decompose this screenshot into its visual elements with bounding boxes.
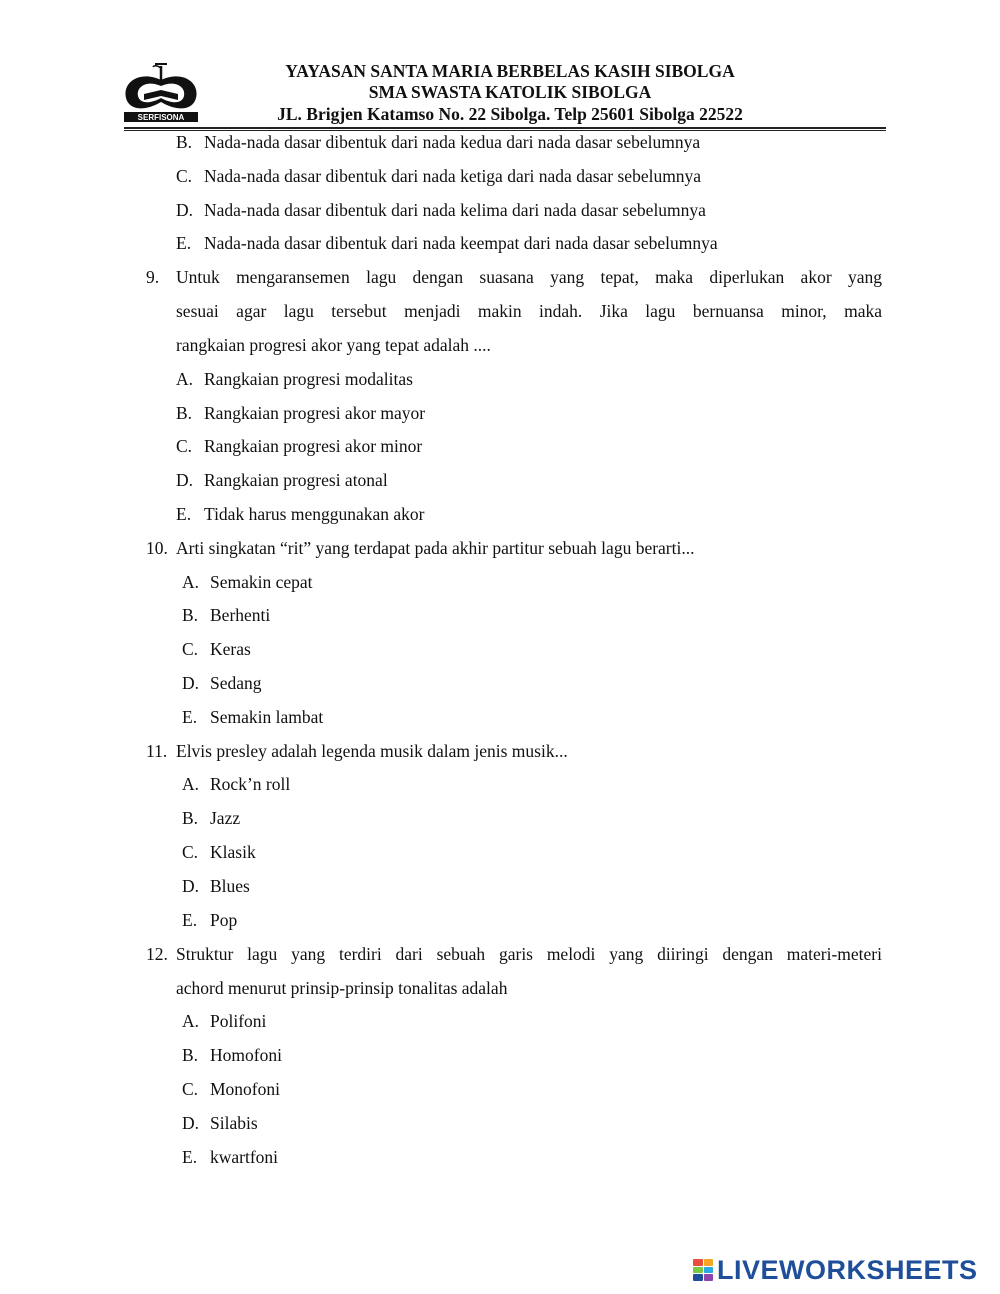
q11-option-d[interactable]: D. Blues (182, 876, 250, 896)
q9-text-line-3: rangkaian progresi akor yang tepat adalah .... (176, 335, 491, 355)
liveworksheets-logo-icon (693, 1259, 713, 1281)
q9-option-d[interactable]: D. Rangkaian progresi atonal (176, 470, 388, 490)
q12-option-b[interactable]: B. Homofoni (182, 1045, 282, 1065)
q11-option-e[interactable]: E. Pop (182, 910, 238, 930)
q12-option-e[interactable]: E. kwartfoni (182, 1147, 279, 1167)
q11-option-b[interactable]: B. Jazz (182, 808, 241, 828)
q10-option-e[interactable]: E. Semakin lambat (182, 707, 324, 727)
q9-number: 9. (146, 267, 160, 287)
q10-option-b[interactable]: B. Berhenti (182, 605, 271, 625)
q9-option-b[interactable]: B. Rangkaian progresi akor mayor (176, 403, 426, 423)
school-logo (120, 58, 202, 124)
q10-option-c[interactable]: C. Keras (182, 639, 251, 659)
q10-option-d[interactable]: D. Sedang (182, 673, 262, 693)
q11-option-a[interactable]: A. Rock’n roll (182, 774, 291, 794)
foundation-name: YAYASAN SANTA MARIA BERBELAS KASIH SIBOLGA (285, 61, 735, 81)
q10-number: 10. (146, 538, 168, 558)
q9-text-line-1: Untuk mengaransemen lagu dengan suasana yang tepat, maka diperlukan akor yang (176, 267, 882, 287)
q11-text: Elvis presley adalah legenda musik dalam jenis musik... (176, 741, 568, 761)
q12-option-d[interactable]: D. Silabis (182, 1113, 258, 1133)
q11-option-c[interactable]: C. Klasik (182, 842, 256, 862)
q12-text-line-1: Struktur lagu yang terdiri dari sebuah garis melodi yang diiringi dengan materi-meteri (176, 944, 882, 964)
q12-number: 12. (146, 944, 168, 964)
school-name: SMA SWASTA KATOLIK SIBOLGA (368, 82, 652, 102)
header-rule-thick (124, 127, 886, 129)
school-address: JL. Brigjen Katamso No. 22 Sibolga. Telp 25601 Sibolga 22522 (277, 104, 743, 124)
q8-option-c[interactable]: C. Nada-nada dasar dibentuk dari nada ketiga dari nada dasar sebelumnya (176, 166, 702, 186)
q12-text-line-2: achord menurut prinsip-prinsip tonalitas adalah (176, 978, 508, 998)
q8-option-b[interactable]: B. Nada-nada dasar dibentuk dari nada kedua dari nada dasar sebelumnya (176, 132, 701, 152)
q11-number: 11. (146, 741, 168, 761)
q8-option-e[interactable]: E. Nada-nada dasar dibentuk dari nada keempat dari nada dasar sebelumnya (176, 233, 718, 253)
q8-option-d[interactable]: D. Nada-nada dasar dibentuk dari nada kelima dari nada dasar sebelumnya (176, 200, 706, 220)
liveworksheets-text: LIVEWORKSHEETS (717, 1255, 978, 1285)
q10-option-a[interactable]: A. Semakin cepat (182, 572, 313, 592)
q12-option-c[interactable]: C. Monofoni (182, 1079, 280, 1099)
q9-text-line-2: sesuai agar lagu tersebut menjadi makin indah. Jika lagu bernuansa minor, maka (176, 301, 882, 321)
svg-text:SERFISONA: SERFISONA (137, 113, 185, 122)
q9-option-e[interactable]: E. Tidak harus menggunakan akor (176, 504, 425, 524)
q9-option-a[interactable]: A. Rangkaian progresi modalitas (176, 369, 413, 389)
q10-text: Arti singkatan “rit” yang terdapat pada akhir partitur sebuah lagu berarti... (176, 538, 695, 558)
q12-option-a[interactable]: A. Polifoni (182, 1011, 267, 1031)
q9-option-c[interactable]: C. Rangkaian progresi akor minor (176, 436, 423, 456)
liveworksheets-watermark[interactable] (693, 1256, 978, 1284)
